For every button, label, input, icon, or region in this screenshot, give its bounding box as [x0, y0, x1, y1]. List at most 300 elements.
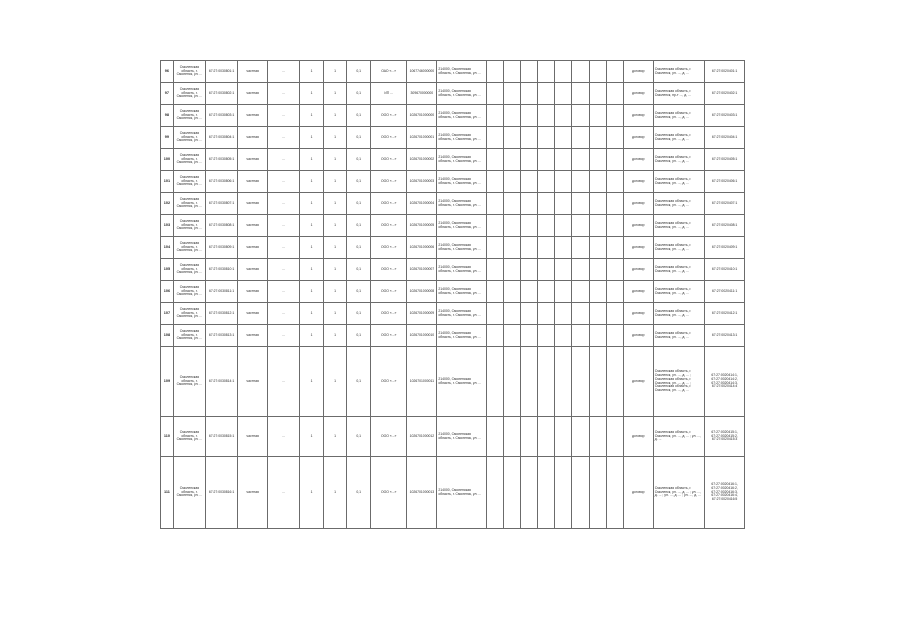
- value-7: 0,1: [347, 215, 371, 237]
- table-row: [161, 347, 745, 417]
- cell-11: [486, 303, 503, 325]
- cell-12: [503, 149, 520, 171]
- value-5: 1: [300, 193, 324, 215]
- cell-17: [589, 457, 606, 529]
- ownership-type: частная: [238, 417, 268, 457]
- cell-13: [520, 259, 537, 281]
- cell-18: [606, 325, 623, 347]
- basis: договор: [623, 303, 653, 325]
- cell-14: [538, 105, 555, 127]
- value-6: 1: [323, 417, 347, 457]
- row-number: 106: [161, 281, 174, 303]
- basis: договор: [623, 417, 653, 457]
- cell-18: [606, 281, 623, 303]
- cell-15: [555, 259, 572, 281]
- object-code: 67:27:0030802:1: [205, 83, 237, 105]
- value-6: 1: [323, 215, 347, 237]
- cadastral-numbers: 67:27:0020415:1, 67:27:0020415:2, 67:27:0020415:3: [705, 417, 745, 457]
- cell-15: [555, 127, 572, 149]
- value-6: 1: [323, 171, 347, 193]
- cell-15: [555, 457, 572, 529]
- object-location: Смоленская область, г. Смоленск, ул. ...: [173, 325, 205, 347]
- basis: договор: [623, 83, 653, 105]
- owner-name: ИП ...: [370, 83, 406, 105]
- cell-14: [538, 259, 555, 281]
- basis: договор: [623, 237, 653, 259]
- owner-inn: 309670000000: [407, 83, 437, 105]
- cell-11: [486, 149, 503, 171]
- cell-11: [486, 237, 503, 259]
- object-location: Смоленская область, г. Смоленск, ул. ...: [173, 237, 205, 259]
- owner-name: ООО «...»: [370, 457, 406, 529]
- ownership-type: частная: [238, 83, 268, 105]
- ownership-type: частная: [238, 105, 268, 127]
- cell-13: [520, 61, 537, 83]
- value-7: 0,1: [347, 83, 371, 105]
- cell-11: [486, 215, 503, 237]
- cell-15: [555, 281, 572, 303]
- cell-17: [589, 325, 606, 347]
- owner-name: ООО «...»: [370, 237, 406, 259]
- cell-15: [555, 149, 572, 171]
- row-number: 107: [161, 303, 174, 325]
- cell-14: [538, 127, 555, 149]
- cell-11: [486, 127, 503, 149]
- cell-12: [503, 83, 520, 105]
- value-7: 0,1: [347, 417, 371, 457]
- value-7: 0,1: [347, 105, 371, 127]
- cell-15: [555, 83, 572, 105]
- owner-inn: 1026701000007: [407, 259, 437, 281]
- ownership-type: частная: [238, 457, 268, 529]
- basis: договор: [623, 347, 653, 417]
- owner-address: 214000, Смоленская область, г. Смоленск, ул. ...: [437, 171, 486, 193]
- object-purpose: ...: [268, 325, 300, 347]
- cadastral-numbers: 67:27:0020412:1: [705, 303, 745, 325]
- cadastral-numbers: 67:27:0020408:1: [705, 215, 745, 237]
- table-row: [161, 105, 745, 127]
- cell-15: [555, 417, 572, 457]
- owner-name: ООО «...»: [370, 259, 406, 281]
- cell-15: [555, 193, 572, 215]
- cell-13: [520, 127, 537, 149]
- cell-11: [486, 105, 503, 127]
- ownership-type: частная: [238, 127, 268, 149]
- cell-17: [589, 105, 606, 127]
- cadastral-numbers: 67:27:0020403:1: [705, 105, 745, 127]
- cell-13: [520, 171, 537, 193]
- row-number: 96: [161, 61, 174, 83]
- cell-12: [503, 215, 520, 237]
- ownership-type: частная: [238, 237, 268, 259]
- value-6: 1: [323, 281, 347, 303]
- owner-inn: 1026701000002: [407, 149, 437, 171]
- place-address: Смоленская область, г. Смоленск, ул. ..., д. ... ; ул. ..., д. ...: [653, 417, 704, 457]
- cadastral-numbers: 67:27:0020414:1, 67:27:0020414:2, 67:27:0020414:3, 67:27:0020414:4: [705, 347, 745, 417]
- value-5: 1: [300, 259, 324, 281]
- cell-14: [538, 303, 555, 325]
- value-7: 0,1: [347, 61, 371, 83]
- cell-15: [555, 61, 572, 83]
- table-row: [161, 259, 745, 281]
- object-location: Смоленская область, г. Смоленск, ул. ...: [173, 61, 205, 83]
- value-6: 1: [323, 303, 347, 325]
- cell-16: [572, 325, 589, 347]
- cell-14: [538, 325, 555, 347]
- cell-13: [520, 303, 537, 325]
- ownership-type: частная: [238, 193, 268, 215]
- row-number: 108: [161, 325, 174, 347]
- cell-12: [503, 347, 520, 417]
- cell-16: [572, 281, 589, 303]
- row-number: 109: [161, 347, 174, 417]
- value-5: 1: [300, 347, 324, 417]
- cell-16: [572, 61, 589, 83]
- place-address: Смоленская область, г. Смоленск, ул. ..., д. ...: [653, 215, 704, 237]
- table-row: [161, 457, 745, 529]
- cadastral-numbers: 67:27:0020413:1: [705, 325, 745, 347]
- cell-17: [589, 347, 606, 417]
- owner-inn: 1026701000000: [407, 105, 437, 127]
- cell-14: [538, 281, 555, 303]
- object-purpose: ...: [268, 83, 300, 105]
- cell-15: [555, 325, 572, 347]
- value-7: 0,1: [347, 171, 371, 193]
- cell-16: [572, 237, 589, 259]
- basis: договор: [623, 281, 653, 303]
- cell-13: [520, 149, 537, 171]
- cell-16: [572, 457, 589, 529]
- object-code: 67:27:0030801:1: [205, 61, 237, 83]
- cell-15: [555, 347, 572, 417]
- cell-13: [520, 105, 537, 127]
- cell-18: [606, 83, 623, 105]
- value-6: 1: [323, 83, 347, 105]
- object-location: Смоленская область, г. Смоленск, ул. ...: [173, 281, 205, 303]
- owner-address: 214000, Смоленская область, г. Смоленск, ул. ...: [437, 347, 486, 417]
- cell-18: [606, 105, 623, 127]
- owner-inn: 1026701000006: [407, 237, 437, 259]
- owner-inn: 1026701000012: [407, 417, 437, 457]
- cell-11: [486, 457, 503, 529]
- table-row: [161, 61, 745, 83]
- value-6: 1: [323, 193, 347, 215]
- cell-15: [555, 105, 572, 127]
- cell-13: [520, 281, 537, 303]
- owner-name: ООО «...»: [370, 281, 406, 303]
- row-number: 99: [161, 127, 174, 149]
- owner-address: 214000, Смоленская область, г. Смоленск, ул. ...: [437, 83, 486, 105]
- object-location: Смоленская область, г. Смоленск, ул. ...: [173, 215, 205, 237]
- object-code: 67:27:0030810:1: [205, 259, 237, 281]
- cell-12: [503, 61, 520, 83]
- place-address: Смоленская область, г. Смоленск, пр-т ..., д. ...: [653, 83, 704, 105]
- value-5: 1: [300, 61, 324, 83]
- place-address: Смоленская область, г. Смоленск, ул. ..., д. ...: [653, 105, 704, 127]
- object-location: Смоленская область, г. Смоленск, ул. ...: [173, 347, 205, 417]
- object-code: 67:27:0030811:1: [205, 281, 237, 303]
- ownership-type: частная: [238, 259, 268, 281]
- owner-address: 214000, Смоленская область, г. Смоленск, ул. ...: [437, 105, 486, 127]
- cell-12: [503, 193, 520, 215]
- cell-13: [520, 193, 537, 215]
- row-number: 98: [161, 105, 174, 127]
- cell-17: [589, 61, 606, 83]
- cell-11: [486, 259, 503, 281]
- owner-inn: 1026701000003: [407, 171, 437, 193]
- basis: договор: [623, 105, 653, 127]
- cell-13: [520, 417, 537, 457]
- value-5: 1: [300, 417, 324, 457]
- owner-address: 214000, Смоленская область, г. Смоленск, ул. ...: [437, 281, 486, 303]
- owner-name: ООО «...»: [370, 171, 406, 193]
- value-7: 0,1: [347, 303, 371, 325]
- table-row: [161, 171, 745, 193]
- table-body: [161, 61, 745, 529]
- owner-inn: 1067746000000: [407, 61, 437, 83]
- owner-address: 214000, Смоленская область, г. Смоленск, ул. ...: [437, 417, 486, 457]
- value-5: 1: [300, 325, 324, 347]
- owner-address: 214000, Смоленская область, г. Смоленск, ул. ...: [437, 149, 486, 171]
- cell-12: [503, 281, 520, 303]
- table-row: [161, 127, 745, 149]
- cell-16: [572, 105, 589, 127]
- cell-18: [606, 215, 623, 237]
- cadastral-numbers: 67:27:0020404:1: [705, 127, 745, 149]
- owner-name: ООО «...»: [370, 149, 406, 171]
- owner-inn: 1026701000011: [407, 347, 437, 417]
- object-purpose: ...: [268, 237, 300, 259]
- place-address: Смоленская область, г. Смоленск, ул. ..., д. ...: [653, 149, 704, 171]
- cell-14: [538, 215, 555, 237]
- cell-14: [538, 61, 555, 83]
- cell-18: [606, 259, 623, 281]
- table-row: [161, 193, 745, 215]
- object-code: 67:27:0030807:1: [205, 193, 237, 215]
- row-number: 100: [161, 149, 174, 171]
- row-number: 102: [161, 193, 174, 215]
- place-address: Смоленская область, г. Смоленск, ул. ..., д. ...: [653, 193, 704, 215]
- cell-14: [538, 417, 555, 457]
- basis: договор: [623, 193, 653, 215]
- owner-inn: 1026701000001: [407, 127, 437, 149]
- object-code: 67:27:0030806:1: [205, 171, 237, 193]
- value-5: 1: [300, 127, 324, 149]
- value-6: 1: [323, 237, 347, 259]
- object-code: 67:27:0030805:1: [205, 149, 237, 171]
- cell-13: [520, 325, 537, 347]
- ownership-type: частная: [238, 171, 268, 193]
- owner-name: ООО «...»: [370, 193, 406, 215]
- row-number: 105: [161, 259, 174, 281]
- object-purpose: ...: [268, 303, 300, 325]
- value-5: 1: [300, 457, 324, 529]
- owner-address: 214000, Смоленская область, г. Смоленск, ул. ...: [437, 61, 486, 83]
- basis: договор: [623, 149, 653, 171]
- cell-14: [538, 457, 555, 529]
- cell-18: [606, 417, 623, 457]
- cell-18: [606, 61, 623, 83]
- object-code: 67:27:0030816:1: [205, 457, 237, 529]
- cadastral-numbers: 67:27:0020402:1: [705, 83, 745, 105]
- owner-address: 214000, Смоленская область, г. Смоленск, ул. ...: [437, 303, 486, 325]
- owner-inn: 1026701000004: [407, 193, 437, 215]
- owner-inn: 1026701000009: [407, 303, 437, 325]
- object-purpose: ...: [268, 215, 300, 237]
- cell-12: [503, 303, 520, 325]
- cell-17: [589, 417, 606, 457]
- cell-12: [503, 171, 520, 193]
- cell-11: [486, 61, 503, 83]
- cell-16: [572, 303, 589, 325]
- owner-name: ООО «...»: [370, 215, 406, 237]
- object-location: Смоленская область, г. Смоленск, ул. ...: [173, 127, 205, 149]
- object-purpose: ...: [268, 149, 300, 171]
- cell-11: [486, 171, 503, 193]
- cell-11: [486, 325, 503, 347]
- cell-14: [538, 83, 555, 105]
- value-6: 1: [323, 325, 347, 347]
- cell-17: [589, 215, 606, 237]
- cell-15: [555, 215, 572, 237]
- ownership-type: частная: [238, 303, 268, 325]
- table-row: [161, 149, 745, 171]
- cell-14: [538, 237, 555, 259]
- place-address: Смоленская область, г. Смоленск, ул. ..., д. ...: [653, 325, 704, 347]
- cell-17: [589, 171, 606, 193]
- row-number: 103: [161, 215, 174, 237]
- cell-12: [503, 237, 520, 259]
- cell-17: [589, 149, 606, 171]
- value-6: 1: [323, 457, 347, 529]
- object-code: 67:27:0030803:1: [205, 105, 237, 127]
- value-6: 1: [323, 61, 347, 83]
- place-address: Смоленская область, г. Смоленск, ул. ..., д. ...: [653, 61, 704, 83]
- value-5: 1: [300, 149, 324, 171]
- owner-address: 214000, Смоленская область, г. Смоленск, ул. ...: [437, 457, 486, 529]
- row-number: 110: [161, 417, 174, 457]
- place-address: Смоленская область, г. Смоленск, ул. ..., д. ... ; ул. ..., д. ... ; ул. ..., д. ... ; ул. ..., д. ...: [653, 457, 704, 529]
- cell-15: [555, 237, 572, 259]
- owner-inn: 1026701000008: [407, 281, 437, 303]
- place-address: Смоленская область, г. Смоленск, ул. ..., д. ...: [653, 281, 704, 303]
- value-5: 1: [300, 237, 324, 259]
- owner-inn: 1026701000013: [407, 457, 437, 529]
- owner-name: ООО «...»: [370, 105, 406, 127]
- object-location: Смоленская область, г. Смоленск, ул. ...: [173, 83, 205, 105]
- cell-17: [589, 281, 606, 303]
- cell-16: [572, 83, 589, 105]
- object-code: 67:27:0030814:1: [205, 347, 237, 417]
- cadastral-numbers: 67:27:0020411:1: [705, 281, 745, 303]
- cell-16: [572, 127, 589, 149]
- cell-18: [606, 457, 623, 529]
- value-6: 1: [323, 127, 347, 149]
- value-6: 1: [323, 149, 347, 171]
- object-code: 67:27:0030809:1: [205, 237, 237, 259]
- cell-13: [520, 215, 537, 237]
- object-location: Смоленская область, г. Смоленск, ул. ...: [173, 303, 205, 325]
- cell-17: [589, 127, 606, 149]
- value-5: 1: [300, 83, 324, 105]
- value-7: 0,1: [347, 237, 371, 259]
- cadastral-numbers: 67:27:0020407:1: [705, 193, 745, 215]
- table-row: [161, 237, 745, 259]
- owner-name: ОАО «...»: [370, 61, 406, 83]
- ownership-type: частная: [238, 61, 268, 83]
- table-row: [161, 325, 745, 347]
- cell-16: [572, 215, 589, 237]
- cell-15: [555, 303, 572, 325]
- register-table: [160, 60, 745, 529]
- cell-14: [538, 171, 555, 193]
- place-address: Смоленская область, г. Смоленск, ул. ..., д. ...: [653, 127, 704, 149]
- cell-16: [572, 149, 589, 171]
- cadastral-numbers: 67:27:0020416:1, 67:27:0020416:2, 67:27:0020416:3, 67:27:0020416:4, 67:27:0020416:5: [705, 457, 745, 529]
- basis: договор: [623, 325, 653, 347]
- row-number: 104: [161, 237, 174, 259]
- ownership-type: частная: [238, 347, 268, 417]
- basis: договор: [623, 61, 653, 83]
- owner-name: ООО «...»: [370, 325, 406, 347]
- owner-inn: 1026701000005: [407, 215, 437, 237]
- cell-15: [555, 171, 572, 193]
- cell-12: [503, 105, 520, 127]
- value-7: 0,1: [347, 127, 371, 149]
- cell-18: [606, 127, 623, 149]
- cell-17: [589, 303, 606, 325]
- value-7: 0,1: [347, 325, 371, 347]
- object-location: Смоленская область, г. Смоленск, ул. ...: [173, 105, 205, 127]
- cell-12: [503, 325, 520, 347]
- ownership-type: частная: [238, 325, 268, 347]
- value-6: 1: [323, 259, 347, 281]
- table-row: [161, 215, 745, 237]
- cell-13: [520, 457, 537, 529]
- object-code: 67:27:0030808:1: [205, 215, 237, 237]
- owner-address: 214000, Смоленская область, г. Смоленск, ул. ...: [437, 193, 486, 215]
- cell-18: [606, 237, 623, 259]
- table-row: [161, 83, 745, 105]
- owner-name: ООО «...»: [370, 127, 406, 149]
- object-purpose: ...: [268, 127, 300, 149]
- object-location: Смоленская область, г. Смоленск, ул. ...: [173, 171, 205, 193]
- cell-17: [589, 193, 606, 215]
- value-7: 0,1: [347, 347, 371, 417]
- place-address: Смоленская область, г. Смоленск, ул. ..., д. ...: [653, 259, 704, 281]
- cell-18: [606, 171, 623, 193]
- object-purpose: ...: [268, 417, 300, 457]
- table-row: [161, 417, 745, 457]
- object-code: 67:27:0030804:1: [205, 127, 237, 149]
- object-purpose: ...: [268, 193, 300, 215]
- object-code: 67:27:0030815:1: [205, 417, 237, 457]
- object-purpose: ...: [268, 281, 300, 303]
- object-purpose: ...: [268, 457, 300, 529]
- value-5: 1: [300, 105, 324, 127]
- ownership-type: частная: [238, 281, 268, 303]
- cell-14: [538, 347, 555, 417]
- cell-16: [572, 417, 589, 457]
- cell-12: [503, 127, 520, 149]
- object-purpose: ...: [268, 347, 300, 417]
- row-number: 101: [161, 171, 174, 193]
- value-7: 0,1: [347, 193, 371, 215]
- cell-11: [486, 83, 503, 105]
- cadastral-numbers: 67:27:0020406:1: [705, 171, 745, 193]
- table-row: [161, 303, 745, 325]
- place-address: Смоленская область, г. Смоленск, ул. ..., д. ...: [653, 237, 704, 259]
